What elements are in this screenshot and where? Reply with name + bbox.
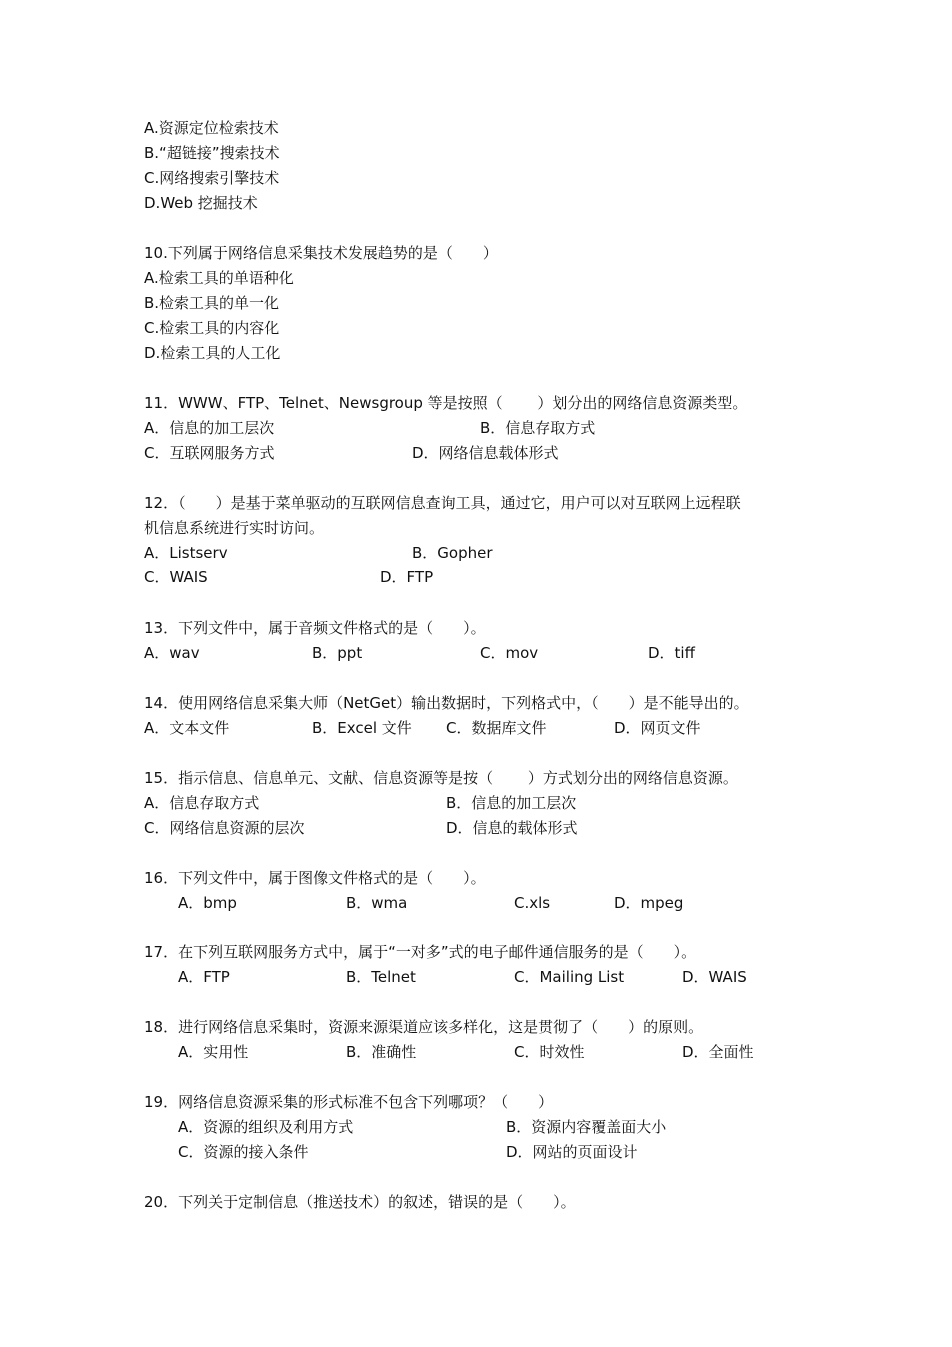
q12-option-c: C．WAIS bbox=[144, 568, 208, 586]
q15-stem: 15．指示信息、信息单元、文献、信息资源等是按（ ）方式划分出的网络信息资源。 bbox=[144, 769, 738, 787]
q11-option-b: B．信息存取方式 bbox=[480, 419, 596, 437]
q18-option-a: A．实用性 bbox=[178, 1043, 249, 1061]
q16-stem: 16．下列文件中，属于图像文件格式的是（ ）。 bbox=[144, 869, 486, 887]
q12-option-a: A．Listserv bbox=[144, 544, 228, 562]
q12-option-b: B．Gopher bbox=[412, 544, 493, 562]
q10-option-c: C.检索工具的内容化 bbox=[144, 319, 280, 337]
q19-option-a: A．资源的组织及利用方式 bbox=[178, 1118, 354, 1136]
q14-stem: 14．使用网络信息采集大师（NetGet）输出数据时，下列格式中，（ ）是不能导出的。 bbox=[144, 694, 749, 712]
q12-option-d: D．FTP bbox=[380, 568, 434, 586]
q17-option-c: C．Mailing List bbox=[514, 968, 625, 986]
q19-option-d: D．网站的页面设计 bbox=[506, 1143, 638, 1161]
q13-stem: 13．下列文件中，属于音频文件格式的是（ ）。 bbox=[144, 619, 486, 637]
q18-option-c: C．时效性 bbox=[514, 1043, 585, 1061]
q12-stem-line1: 12．（ ）是基于菜单驱动的互联网信息查询工具，通过它，用户可以对互联网上远程联 bbox=[144, 494, 741, 512]
q15-option-b: B．信息的加工层次 bbox=[446, 794, 577, 812]
q11-stem: 11．WWW、FTP、Telnet、Newsgroup 等是按照（ ）划分出的网络信息资源类型。 bbox=[144, 394, 748, 412]
q14-option-b: B．Excel 文件 bbox=[312, 719, 412, 737]
q16-option-b: B．wma bbox=[346, 894, 408, 912]
q13-option-b: B．ppt bbox=[312, 644, 363, 662]
q16-option-d: D．mpeg bbox=[614, 894, 684, 912]
q17-stem: 17．在下列互联网服务方式中，属于“一对多”式的电子邮件通信服务的是（ ）。 bbox=[144, 943, 697, 961]
q18-option-d: D．全面性 bbox=[682, 1043, 754, 1061]
q16-option-a: A．bmp bbox=[178, 894, 237, 912]
q17-option-b: B．Telnet bbox=[346, 968, 416, 986]
q10-option-b: B.检索工具的单一化 bbox=[144, 294, 280, 312]
q9-option-a: A.资源定位检索技术 bbox=[144, 119, 279, 137]
q9-option-d: D.Web 挖掘技术 bbox=[144, 194, 258, 212]
q19-option-b: B．资源内容覆盖面大小 bbox=[506, 1118, 667, 1136]
q14-option-a: A．文本文件 bbox=[144, 719, 230, 737]
q10-option-a: A.检索工具的单语种化 bbox=[144, 269, 294, 287]
q13-option-a: A．wav bbox=[144, 644, 200, 662]
q15-option-c: C．网络信息资源的层次 bbox=[144, 819, 305, 837]
q13-option-c: C．mov bbox=[480, 644, 539, 662]
q16-option-c: C.xls bbox=[514, 894, 551, 912]
q11-option-c: C．互联网服务方式 bbox=[144, 444, 275, 462]
q9-option-c: C.网络搜索引擎技术 bbox=[144, 169, 280, 187]
q15-option-d: D．信息的载体形式 bbox=[446, 819, 578, 837]
q18-option-b: B．准确性 bbox=[346, 1043, 417, 1061]
q14-option-c: C．数据库文件 bbox=[446, 719, 547, 737]
q10-stem: 10.下列属于网络信息采集技术发展趋势的是（ ） bbox=[144, 244, 498, 262]
q12-stem-line2: 机信息系统进行实时访问。 bbox=[144, 519, 325, 537]
q18-stem: 18．进行网络信息采集时，资源来源渠道应该多样化，这是贯彻了（ ）的原则。 bbox=[144, 1018, 704, 1036]
q14-option-d: D．网页文件 bbox=[614, 719, 701, 737]
q13-option-d: D．tiff bbox=[648, 644, 695, 662]
q17-option-a: A．FTP bbox=[178, 968, 230, 986]
q19-option-c: C．资源的接入条件 bbox=[178, 1143, 309, 1161]
q15-option-a: A．信息存取方式 bbox=[144, 794, 260, 812]
q9-option-b: B.“超链接”搜索技术 bbox=[144, 144, 280, 162]
q17-option-d: D．WAIS bbox=[682, 968, 747, 986]
q10-option-d: D.检索工具的人工化 bbox=[144, 344, 281, 362]
q19-stem: 19．网络信息资源采集的形式标准不包含下列哪项？（ ） bbox=[144, 1093, 554, 1111]
q11-option-a: A．信息的加工层次 bbox=[144, 419, 275, 437]
q20-stem: 20．下列关于定制信息（推送技术）的叙述，错误的是（ ）。 bbox=[144, 1193, 576, 1211]
q11-option-d: D．网络信息载体形式 bbox=[412, 444, 559, 462]
